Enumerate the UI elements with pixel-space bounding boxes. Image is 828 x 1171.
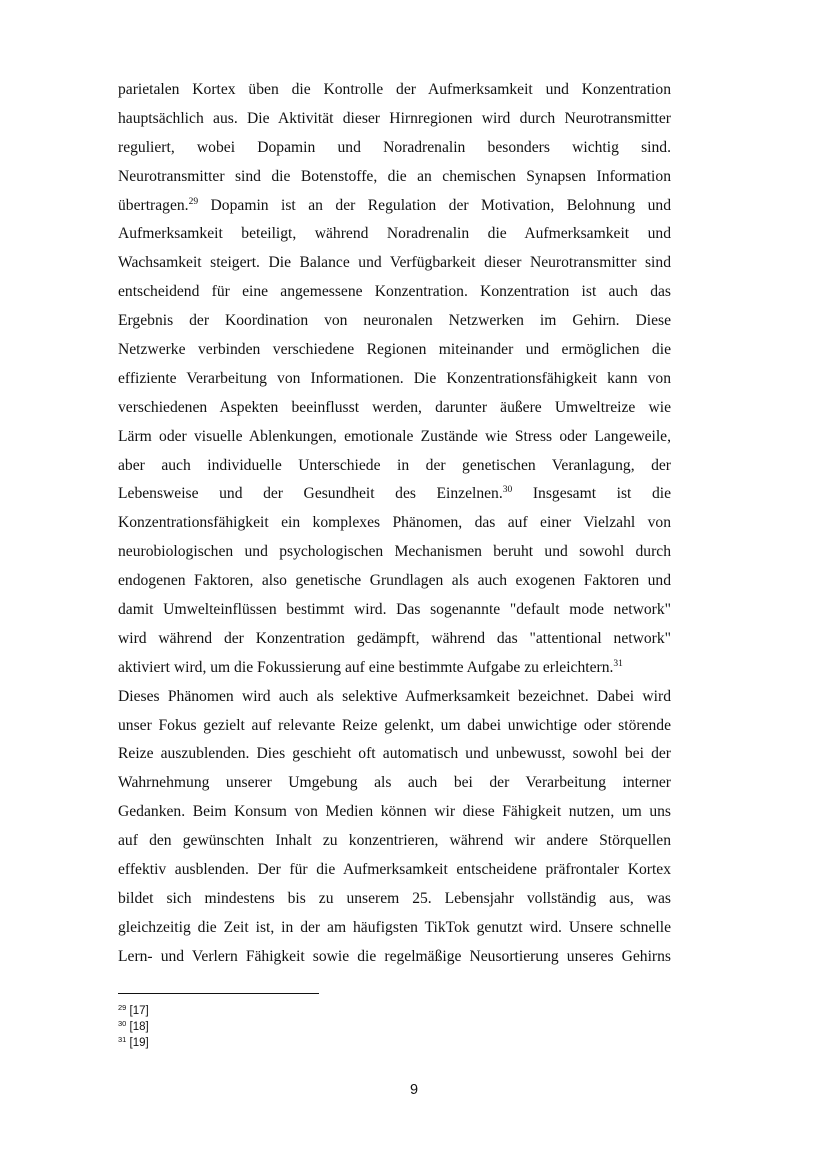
text-line (118, 163, 671, 192)
footnote-reference: 29 (188, 196, 199, 207)
line-text: Lebensweise und der Gesundheit des Einzelnen. (118, 485, 503, 503)
line-text: übertragen. (118, 196, 189, 214)
footnote-number: 30 (118, 1019, 127, 1028)
footnote-number: 29 (118, 1003, 127, 1012)
line-text: Wachsamkeit steigert. Die Balance und Verfügbarkeit dieser Neurotransmitter sind (118, 254, 671, 272)
footnote-text: [19] (126, 1037, 149, 1049)
text-line (118, 509, 671, 538)
text-line (118, 596, 671, 625)
line-text-continued: Insgesamt ist die (512, 485, 671, 503)
line-text: Gedanken. Beim Konsum von Medien können wir diese Fähigkeit nutzen, um uns (118, 803, 671, 821)
line-text: parietalen Kortex üben die Kontrolle der Aufmerksamkeit und Konzentration (118, 81, 671, 98)
text-line (118, 625, 671, 654)
text-line (118, 567, 671, 596)
text-line (118, 423, 671, 452)
line-text: aktiviert wird, um die Fokussierung auf eine bestimmte Aufgabe zu erleichtern. (118, 658, 614, 676)
text-line (118, 943, 671, 972)
line-text: Lärm oder visuelle Ablenkungen, emotionale Zustände wie Stress oder Langeweile, (118, 427, 671, 445)
text-line (118, 192, 671, 221)
text-line (118, 278, 671, 307)
line-text: Neurotransmitter sind die Botenstoffe, die an chemischen Synapsen Information (118, 167, 671, 185)
line-text: effiziente Verarbeitung von Informationen. Die Konzentrationsfähigkeit kann von (118, 369, 671, 387)
text-line (118, 134, 671, 163)
text-line (118, 683, 671, 712)
line-text: auf den gewünschten Inhalt zu konzentrieren, während wir andere Störquellen (118, 832, 671, 850)
text-line (118, 712, 671, 741)
text-line (118, 220, 671, 249)
line-text: Aufmerksamkeit beteiligt, während Noradrenalin die Aufmerksamkeit und (118, 225, 671, 243)
text-line (118, 365, 671, 394)
line-text: hauptsächlich aus. Die Aktivität dieser Hirnregionen wird durch Neurotransmitter (118, 109, 671, 127)
line-text: Ergebnis der Koordination von neuronalen Netzwerken im Gehirn. Diese (118, 312, 671, 330)
text-line (118, 76, 671, 105)
line-text: bildet sich mindestens bis zu unserem 25. Lebensjahr vollständig aus, was (118, 889, 671, 907)
footnote-reference: 31 (613, 658, 623, 669)
footnote-separator (118, 993, 319, 994)
footnote-text: [18] (126, 1021, 149, 1033)
line-text: Reize auszublenden. Dies geschieht oft automatisch und unbewusst, sowohl bei der (118, 745, 671, 763)
text-line (118, 885, 671, 914)
line-text: Dieses Phänomen wird auch als selektive Aufmerksamkeit bezeichnet. Dabei wird (118, 687, 671, 705)
line-text: neurobiologischen und psychologischen Mechanismen beruht und sowohl durch (118, 543, 671, 561)
text-line (118, 480, 671, 509)
text-line (118, 394, 671, 423)
footnote-number: 31 (118, 1035, 127, 1044)
text-line (118, 769, 671, 798)
footnote-text: [17] (126, 1005, 149, 1017)
line-text: verschiedenen Aspekten beeinflusst werden, darunter äußere Umweltreize wie (118, 398, 671, 416)
line-text: effektiv ausblenden. Der für die Aufmerksamkeit entscheidene präfrontaler Kortex (118, 861, 671, 879)
footnote (118, 1019, 149, 1035)
body-text (118, 76, 671, 972)
text-line (118, 827, 671, 856)
footnote-reference: 30 (502, 485, 513, 496)
text-line (118, 249, 671, 278)
line-text: Netzwerke verbinden verschiedene Regionen miteinander und ermöglichen die (118, 341, 671, 359)
text-line (118, 307, 671, 336)
footnote (118, 1035, 149, 1051)
line-text: entscheidend für eine angemessene Konzentration. Konzentration ist auch das (118, 283, 671, 301)
line-text: Lern- und Verlern Fähigkeit sowie die regelmäßige Neusortierung unseres Gehirns (118, 947, 671, 965)
line-text-continued: Dopamin ist an der Regulation der Motivation, Belohnung und (198, 196, 671, 214)
page-number: 9 (409, 1082, 419, 1098)
line-text: wird während der Konzentration gedämpft, während das "attentional network" (118, 629, 671, 647)
line-text: unser Fokus gezielt auf relevante Reize gelenkt, um dabei unwichtige oder störende (118, 716, 671, 734)
text-line (118, 336, 671, 365)
footnotes (118, 1003, 149, 1051)
line-text: gleichzeitig die Zeit ist, in der am häufigsten TikTok genutzt wird. Unsere schnelle (118, 918, 671, 936)
text-line (118, 105, 671, 134)
line-text: aber auch individuelle Unterschiede in der genetischen Veranlagung, der (118, 456, 671, 474)
text-line (118, 654, 671, 683)
line-text: Konzentrationsfähigkeit ein komplexes Phänomen, das auf einer Vielzahl von (118, 514, 671, 532)
line-text: Wahrnehmung unserer Umgebung als auch bei der Verarbeitung interner (118, 774, 671, 792)
text-line (118, 538, 671, 567)
text-line (118, 798, 671, 827)
text-line (118, 856, 671, 885)
line-text: endogenen Faktoren, also genetische Grundlagen als auch exogenen Faktoren und (118, 572, 671, 590)
line-text: damit Umwelteinflüssen bestimmt wird. Das sogenannte "default mode network" (118, 601, 671, 619)
line-text: reguliert, wobei Dopamin und Noradrenalin besonders wichtig sind. (118, 138, 671, 156)
text-line (118, 452, 671, 481)
text-line (118, 914, 671, 943)
footnote (118, 1003, 149, 1019)
text-line (118, 740, 671, 769)
